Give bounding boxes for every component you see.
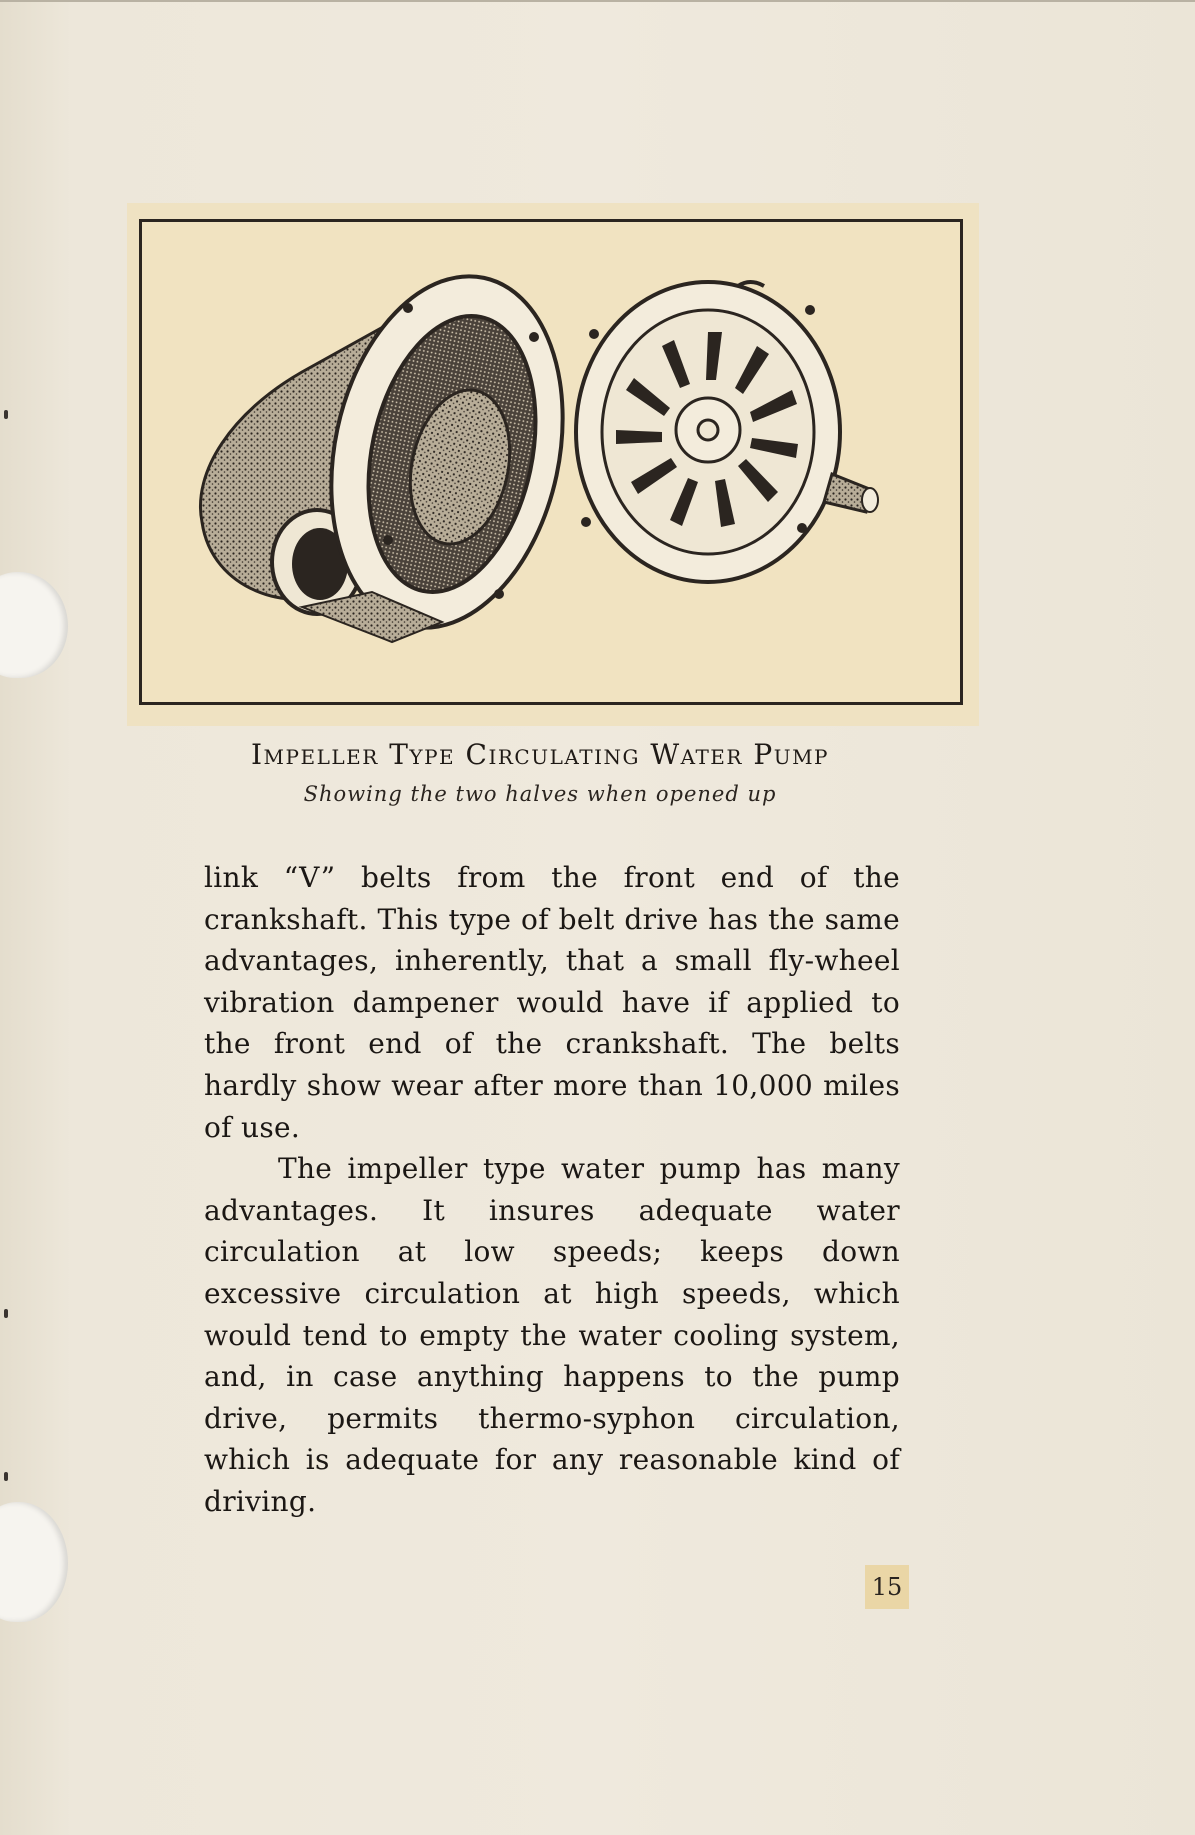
paragraph: link “V” belts from the front end of the crankshaft. This type of belt drive has the same advantages, inherently, that a small fly-wheel vibration dampener would have if applied to the front end of the crankshaft. The belts hardly show wear after more than 10,000 miles of use. <box>204 861 900 1144</box>
figure-mount <box>127 203 979 726</box>
figure-caption-title: Impeller Type Circulating Water Pump <box>251 738 829 771</box>
margin-mark <box>4 410 8 419</box>
margin-mark <box>4 1309 8 1318</box>
punch-hole-bottom <box>0 1502 68 1622</box>
impeller-half-illustration <box>576 282 878 582</box>
body-text <box>204 857 900 1523</box>
paragraph: The impeller type water pump has many advantages. It insures adequate water circulation at low speeds; keeps down excessive circulation at high speeds, which would tend to empty the water cooling system, and, in case anything happens to the pump drive, permits thermo-syphon circulation, which is adequate for any reasonable kind of driving. <box>204 1152 900 1518</box>
figure-caption-subtitle: Showing the two halves when opened up <box>303 782 777 806</box>
page-number: 15 <box>865 1565 909 1609</box>
figure-frame <box>139 219 963 705</box>
pump-housing-half-illustration <box>200 255 593 650</box>
punch-hole-top <box>0 572 68 678</box>
margin-mark <box>4 1472 8 1481</box>
water-pump-illustration <box>142 222 960 702</box>
